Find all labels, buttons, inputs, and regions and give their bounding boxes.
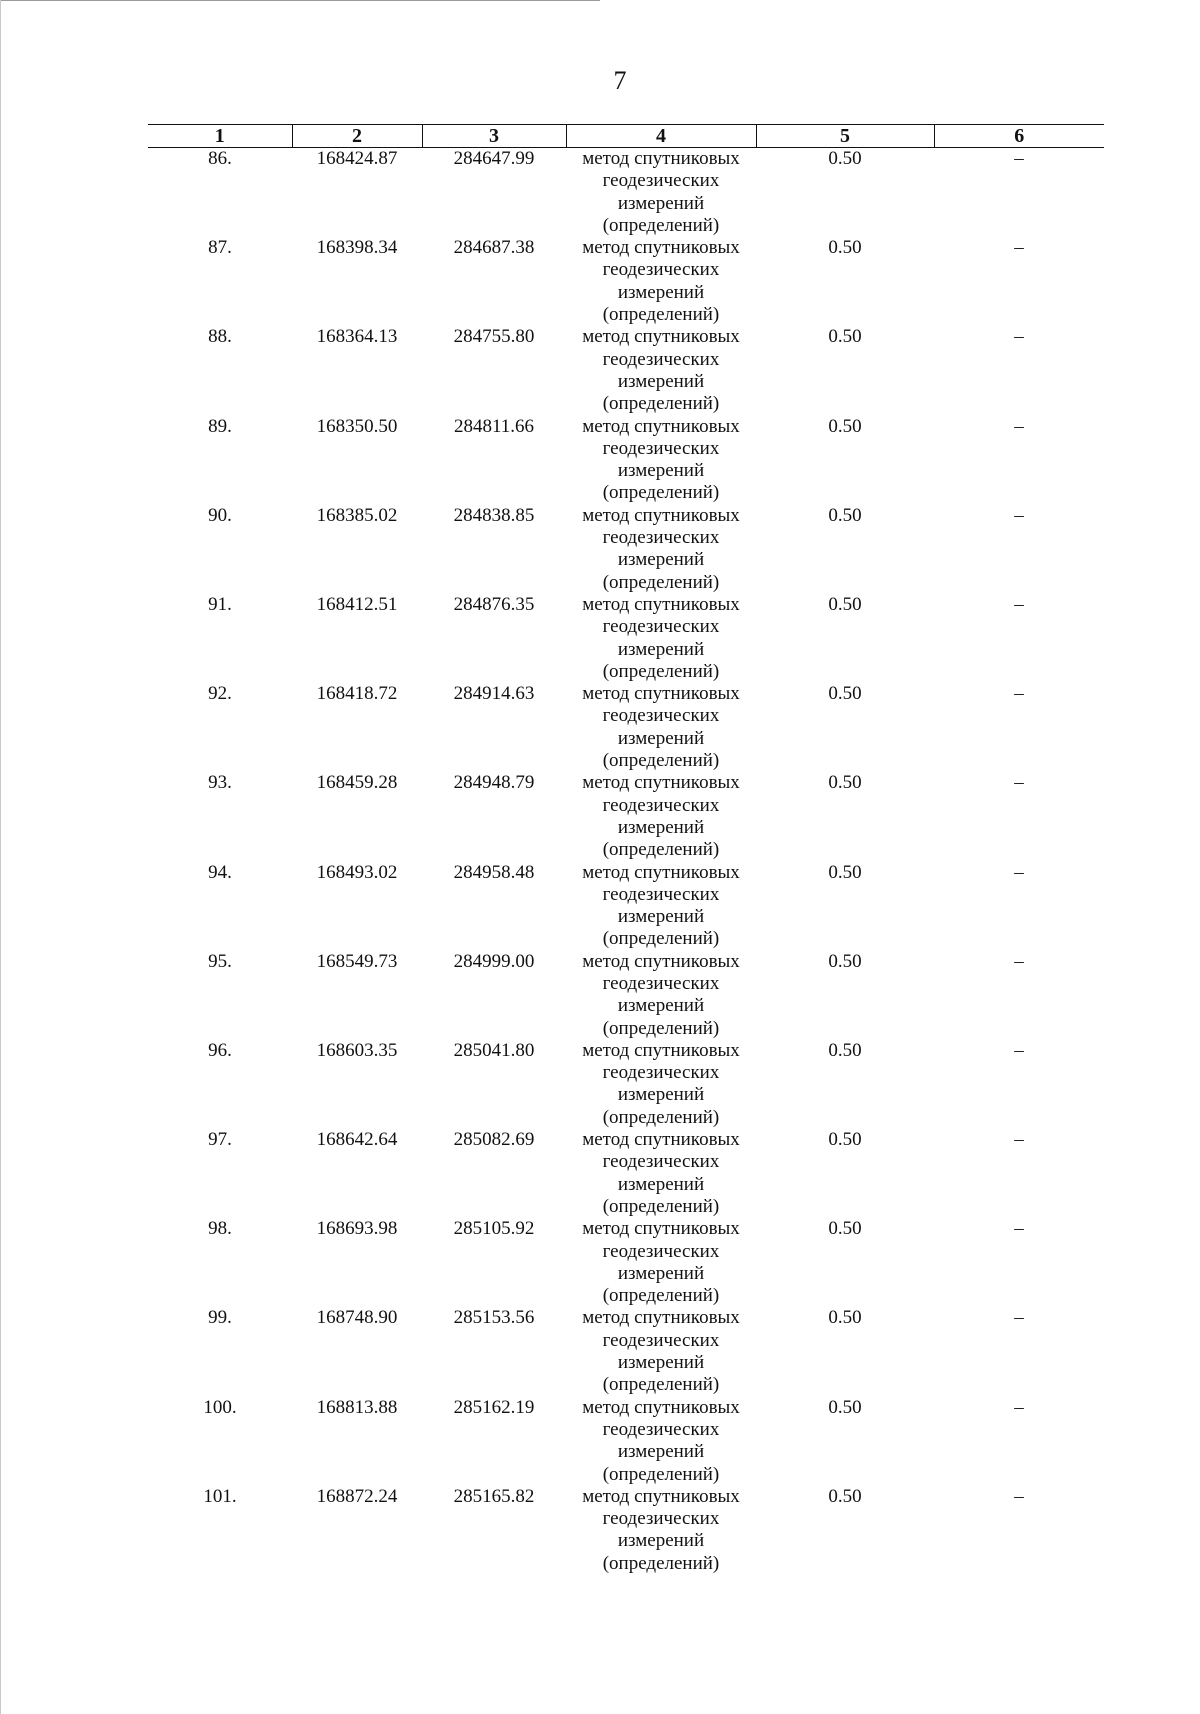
table-row [148,772,1104,861]
point-number: 91. [208,593,232,615]
coordinate-x: 168424.87 [316,148,398,169]
method-text: метод спутниковых геодезических измерений (определений) [582,1485,740,1574]
accuracy-value: 0.50 [828,148,862,169]
coordinate-y: 284958.48 [453,861,535,883]
header-col-4: 4 [566,125,756,148]
coordinate-y: 285153.56 [453,1307,535,1329]
table-row [148,1307,1104,1396]
coordinates-table [148,124,1104,1578]
description-dash: – [1014,593,1024,615]
description-dash: – [1014,1396,1024,1418]
method-text: метод спутниковых геодезических измерений (определений) [582,593,740,682]
coordinate-y: 284811.66 [453,415,535,437]
coordinate-y: 285041.80 [453,1039,535,1061]
coordinate-x: 168385.02 [316,504,398,526]
point-number: 89. [208,415,232,437]
page-number: 7 [613,66,627,95]
point-number: 95. [208,950,232,972]
accuracy-value: 0.50 [828,237,862,259]
table-row [148,862,1104,951]
accuracy-value: 0.50 [828,1039,862,1061]
coordinate-y: 285162.19 [453,1396,535,1418]
method-text: метод спутниковых геодезических измерений (определений) [582,861,740,950]
table-row [148,148,1104,238]
point-number: 94. [208,861,232,883]
point-number: 92. [208,683,232,705]
header-col-2: 2 [292,125,422,148]
point-number: 93. [208,772,232,794]
coordinate-y: 284647.99 [453,148,535,169]
description-dash: – [1014,683,1024,705]
table-row [148,1218,1104,1307]
coordinate-x: 168398.34 [316,237,398,259]
description-dash: – [1014,1307,1024,1329]
method-text: метод спутниковых геодезических измерений (определений) [582,772,740,861]
table-row [148,1486,1104,1578]
accuracy-value: 0.50 [828,1218,862,1240]
accuracy-value: 0.50 [828,1129,862,1151]
coordinate-y: 285165.82 [453,1485,535,1507]
point-number: 99. [208,1307,232,1329]
accuracy-value: 0.50 [828,950,862,972]
point-number: 101. [203,1485,237,1507]
description-dash: – [1014,950,1024,972]
coordinate-x: 168872.24 [316,1485,398,1507]
header-col-5: 5 [756,125,934,148]
coordinate-y: 285082.69 [453,1129,535,1151]
table-row [148,237,1104,326]
description-dash: – [1014,1218,1024,1240]
table-row [148,683,1104,772]
coordinate-x: 168813.88 [316,1396,398,1418]
method-text: метод спутниковых геодезических измерений (определений) [582,237,740,326]
point-number: 100. [203,1396,237,1418]
point-number: 88. [208,326,232,348]
method-text: метод спутниковых геодезических измерений (определений) [582,504,740,593]
coordinate-x: 168748.90 [316,1307,398,1329]
accuracy-value: 0.50 [828,772,862,794]
accuracy-value: 0.50 [828,861,862,883]
method-text: метод спутниковых геодезических измерений (определений) [582,148,740,236]
table-row [148,326,1104,415]
point-number: 96. [208,1039,232,1061]
scan-edge-left [0,0,1,1714]
description-dash: – [1014,1485,1024,1507]
header-row [148,125,1104,148]
coordinate-x: 168418.72 [316,683,398,705]
method-text: метод спутниковых геодезических измерений (определений) [582,950,740,1039]
coordinate-y: 284999.00 [453,950,535,972]
accuracy-value: 0.50 [828,683,862,705]
scan-edge-top [0,0,600,1]
description-dash: – [1014,148,1024,169]
table-row [148,1040,1104,1129]
description-dash: – [1014,415,1024,437]
header-col-3: 3 [422,125,566,148]
coordinate-x: 168549.73 [316,950,398,972]
table-row [148,505,1104,594]
table-row [148,1129,1104,1218]
method-text: метод спутниковых геодезических измерений (определений) [582,1129,740,1217]
accuracy-value: 0.50 [828,415,862,437]
method-text: метод спутниковых геодезических измерений (определений) [582,1396,740,1485]
point-number: 86. [208,148,232,169]
coordinate-x: 168364.13 [316,326,398,348]
table-row [148,1397,1104,1486]
accuracy-value: 0.50 [828,1396,862,1418]
description-dash: – [1014,1039,1024,1061]
table-row [148,416,1104,505]
method-text: метод спутниковых геодезических измерений (определений) [582,1039,740,1128]
description-dash: – [1014,504,1024,526]
coordinate-y: 284876.35 [453,593,535,615]
description-dash: – [1014,326,1024,348]
point-number: 98. [208,1218,232,1240]
table-row [148,951,1104,1040]
table-body [148,148,1104,1578]
coordinate-y: 284687.38 [453,237,535,259]
header-col-6: 6 [934,125,1104,148]
coordinate-y: 285105.92 [453,1218,535,1240]
method-text: метод спутниковых геодезических измерений (определений) [582,1307,740,1396]
coordinate-y: 284914.63 [453,683,535,705]
point-number: 90. [208,504,232,526]
coordinate-x: 168642.64 [316,1129,398,1151]
coordinate-y: 284755.80 [453,326,535,348]
method-text: метод спутниковых геодезических измерений (определений) [582,683,740,772]
coordinate-x: 168459.28 [316,772,398,794]
description-dash: – [1014,861,1024,883]
coordinate-x: 168412.51 [316,593,398,615]
coordinate-x: 168603.35 [316,1039,398,1061]
table-row [148,594,1104,683]
description-dash: – [1014,1129,1024,1151]
method-text: метод спутниковых геодезических измерений (определений) [582,415,740,504]
table-header [148,125,1104,148]
method-text: метод спутниковых геодезических измерений (определений) [582,326,740,415]
point-number: 97. [208,1129,232,1151]
header-col-1: 1 [148,125,292,148]
coordinate-x: 168693.98 [316,1218,398,1240]
coordinate-x: 168493.02 [316,861,398,883]
accuracy-value: 0.50 [828,1307,862,1329]
coordinate-y: 284948.79 [453,772,535,794]
coordinate-y: 284838.85 [453,504,535,526]
method-text: метод спутниковых геодезических измерений (определений) [582,1218,740,1307]
point-number: 87. [208,237,232,259]
coordinate-x: 168350.50 [316,415,398,437]
description-dash: – [1014,237,1024,259]
description-dash: – [1014,772,1024,794]
accuracy-value: 0.50 [828,593,862,615]
accuracy-value: 0.50 [828,1485,862,1507]
accuracy-value: 0.50 [828,326,862,348]
accuracy-value: 0.50 [828,504,862,526]
